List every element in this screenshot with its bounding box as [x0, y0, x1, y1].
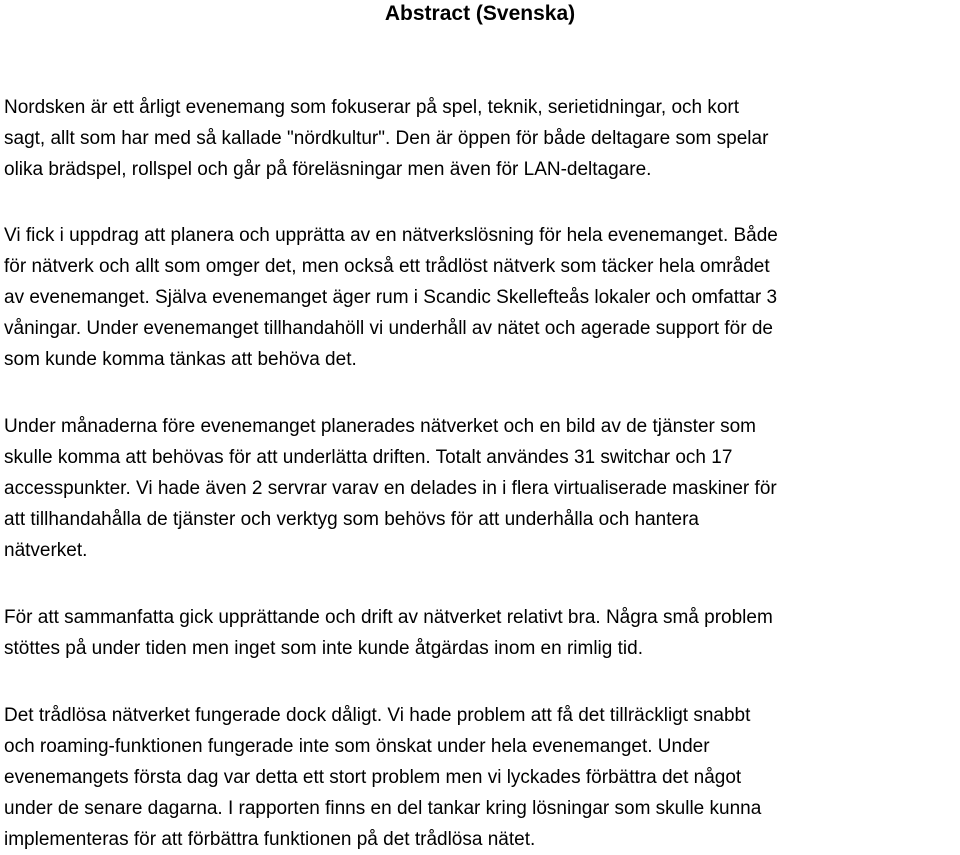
- text-line: Vi fick i uppdrag att planera och upprätta av en nätverkslösning för hela evenemanget. Både: [4, 225, 778, 246]
- text-line: och roaming-funktionen fungerade inte som önskat under hela evenemanget. Under: [4, 736, 710, 757]
- text-line: som kunde komma tänkas att behöva det.: [4, 349, 357, 370]
- text-line: att tillhandahålla de tjänster och verktyg som behövs för att underhålla och hantera: [4, 509, 699, 530]
- text-line: sagt, allt som har med så kallade "nördkultur". Den är öppen för både deltagare som spelar: [4, 128, 769, 149]
- text-line: evenemangets första dag var detta ett stort problem men vi lyckades förbättra det något: [4, 767, 742, 788]
- text-line: stöttes på under tiden men inget som inte kunde åtgärdas inom en rimlig tid.: [4, 638, 643, 659]
- paragraph-3: [4, 411, 956, 566]
- text-line: implementeras för att förbättra funktionen på det trådlösa nätet.: [4, 829, 536, 850]
- text-line: för nätverk och allt som omger det, men också ett trådlöst nätverk som täcker hela området: [4, 256, 770, 277]
- page-title: Abstract (Svenska): [384, 2, 576, 25]
- text-line: accesspunkter. Vi hade även 2 servrar varav en delades in i flera virtualiserade maskiner för: [4, 478, 777, 499]
- text-line: av evenemanget. Själva evenemanget äger rum i Scandic Skellefteås lokaler och omfattar 3: [4, 287, 778, 308]
- paragraph-5: [4, 700, 956, 855]
- text-line: Det trådlösa nätverket fungerade dock dåligt. Vi hade problem att få det tillräckligt snabbt: [4, 705, 751, 726]
- text-line: nätverket.: [4, 540, 88, 561]
- text-line: Nordsken är ett årligt evenemang som fokuserar på spel, teknik, serietidningar, och kort: [4, 97, 740, 118]
- text-line: Under månaderna före evenemanget planerades nätverket och en bild av de tjänster som: [4, 416, 757, 437]
- text-line: För att sammanfatta gick upprättande och drift av nätverket relativt bra. Några små problem: [4, 607, 773, 628]
- text-line: våningar. Under evenemanget tillhandahöll vi underhåll av nätet och agerade support för de: [4, 318, 773, 339]
- paragraph-2: [4, 220, 956, 375]
- paragraph-4: [4, 602, 956, 664]
- text-line: olika brädspel, rollspel och går på föreläsningar men även för LAN-deltagare.: [4, 159, 652, 180]
- text-line: under de senare dagarna. I rapporten finns en del tankar kring lösningar som skulle kunna: [4, 798, 762, 819]
- text-line: skulle komma att behövas för att underlätta driften. Totalt användes 31 switchar och 17: [4, 447, 733, 468]
- paragraph-1: [4, 92, 956, 185]
